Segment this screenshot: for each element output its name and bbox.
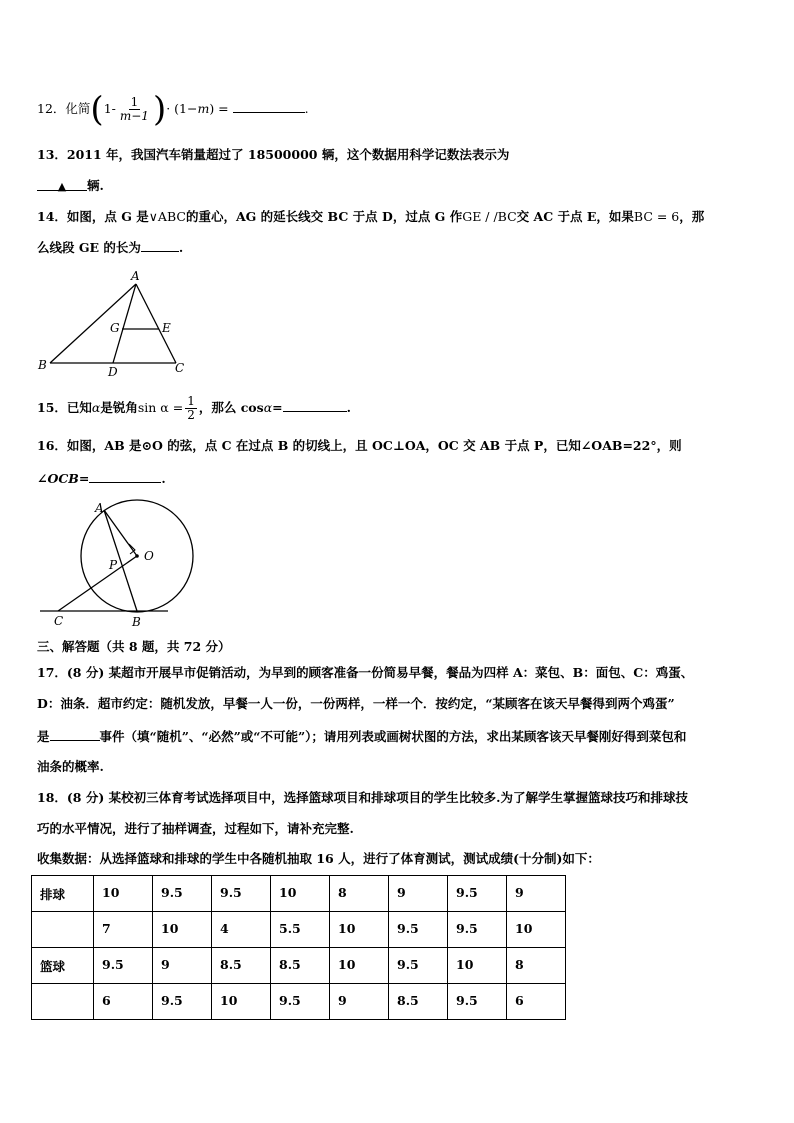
q13-line2 bbox=[37, 177, 104, 195]
table-cell: 8.5 bbox=[389, 984, 448, 1020]
q15-eq: = bbox=[272, 400, 283, 415]
table-cell: 9 bbox=[153, 948, 212, 984]
table-row bbox=[32, 912, 566, 948]
q12-m: m bbox=[197, 101, 210, 116]
q15-a: 15．已知 bbox=[37, 400, 92, 415]
q14-label-b: B bbox=[38, 358, 47, 372]
table-cell: 7 bbox=[94, 912, 153, 948]
q15-frac-den: 2 bbox=[187, 408, 195, 422]
q18-line1: 18．(8 分) 某校初三体育考试选择项目中，选择篮球项目和排球项目的学生比较多.为了解学生掌握篮球技巧和排球技 bbox=[37, 790, 688, 805]
q16-angle: ∠OCB= bbox=[37, 471, 90, 486]
q14-bc6: BC = 6 bbox=[633, 209, 680, 224]
q16-circle-figure bbox=[34, 498, 204, 630]
table-cell: 10 bbox=[330, 912, 389, 948]
q16-line2 bbox=[37, 469, 166, 488]
table-cell: 10 bbox=[153, 912, 212, 948]
q14-label-e: E bbox=[162, 321, 171, 335]
q14-line1 bbox=[37, 208, 704, 226]
q17-line3-a: 是 bbox=[37, 729, 50, 744]
q17-line2: D：油条．超市约定：随机发放，早餐一人一份，一份两样，一样一个．按约定，“某顾客在该天早餐得到两个鸡蛋” bbox=[37, 696, 675, 711]
table-cell: 9.5 bbox=[448, 984, 507, 1020]
q12-answer-blank[interactable] bbox=[233, 99, 305, 113]
q14-line2-text: 么线段 GE 的长为 bbox=[37, 240, 141, 255]
q14-ge-bc: GE / /BC bbox=[462, 209, 517, 224]
q16-label-a: A bbox=[95, 501, 104, 515]
q17-line4: 油条的概率. bbox=[37, 759, 104, 774]
q15-frac-num: 1 bbox=[187, 394, 195, 408]
q16-label-b: B bbox=[132, 615, 141, 629]
table-cell: 10 bbox=[507, 912, 566, 948]
q15-c: ，那么 cos bbox=[198, 400, 264, 415]
table-cell: 9.5 bbox=[448, 912, 507, 948]
table-cell: 10 bbox=[212, 984, 271, 1020]
q12-frac-den: m−1 bbox=[119, 109, 149, 123]
q15-fraction bbox=[185, 395, 197, 422]
q16-label-p: P bbox=[109, 558, 118, 572]
table-cell: 10 bbox=[448, 948, 507, 984]
section3-title: 三、解答题（共 8 题，共 72 分） bbox=[37, 639, 231, 654]
q12-one-minus: 1- bbox=[103, 101, 116, 116]
table-cell: 9.5 bbox=[389, 912, 448, 948]
q16-end: . bbox=[161, 471, 166, 486]
table-cell: 8.5 bbox=[271, 948, 330, 984]
table-cell: 9.5 bbox=[153, 984, 212, 1020]
q14-label-a: A bbox=[131, 269, 140, 283]
q15-answer-blank[interactable] bbox=[283, 398, 347, 412]
q14-end: . bbox=[178, 240, 184, 255]
table-cell: 6 bbox=[507, 984, 566, 1020]
q14-triangle-abc: ∨ABC bbox=[148, 209, 186, 224]
table-cell: 9.5 bbox=[271, 984, 330, 1020]
q16-label-c: C bbox=[54, 614, 64, 628]
table-cell: 8 bbox=[330, 876, 389, 912]
table-cell: 9 bbox=[507, 876, 566, 912]
table-cell: 篮球 bbox=[32, 948, 94, 984]
q15-sin: sin α = bbox=[137, 400, 184, 415]
table-cell: 10 bbox=[330, 948, 389, 984]
q14-label-g: G bbox=[110, 321, 120, 335]
table-cell: 排球 bbox=[32, 876, 94, 912]
q17-answer-blank[interactable] bbox=[50, 727, 100, 741]
q16-answer-blank[interactable] bbox=[89, 469, 161, 483]
q15-b: 是锐角 bbox=[100, 400, 138, 415]
table-cell: 9.5 bbox=[94, 948, 153, 984]
q12-end: . bbox=[304, 101, 309, 116]
q14-label-d: D bbox=[108, 365, 118, 379]
q14-text-c: 交 AC 于点 E，如果 bbox=[516, 209, 634, 224]
q12-dot-expr: · (1− bbox=[166, 101, 198, 116]
q16-label-o: O bbox=[144, 549, 154, 563]
table-cell bbox=[32, 912, 94, 948]
table-cell: 6 bbox=[94, 984, 153, 1020]
q12-close: ) = bbox=[209, 101, 229, 116]
q15-alpha2: α bbox=[263, 400, 273, 415]
table-cell: 9 bbox=[389, 876, 448, 912]
q14-text-b: 的重心，AG 的延长线交 BC 于点 D，过点 G 作 bbox=[185, 209, 463, 224]
table-row bbox=[32, 876, 566, 912]
table-cell: 4 bbox=[212, 912, 271, 948]
left-paren: ( bbox=[90, 89, 104, 130]
table-cell: 8 bbox=[507, 948, 566, 984]
table-cell: 8.5 bbox=[212, 948, 271, 984]
q12-text: 12． bbox=[37, 101, 66, 116]
q14-answer-blank[interactable] bbox=[141, 238, 179, 252]
table-cell: 9.5 bbox=[212, 876, 271, 912]
q16-line1: 16．如图，AB 是⊙O 的弦，点 C 在过点 B 的切线上，且 OC⊥OA，OC 交 AB 于点 P，已知∠OAB=22°，则 bbox=[37, 438, 682, 453]
table-cell: 10 bbox=[271, 876, 330, 912]
table-cell: 9.5 bbox=[389, 948, 448, 984]
q13-line1: 13．2011 年，我国汽车销量超过了 18500000 辆，这个数据用科学记数法表示为 bbox=[37, 147, 510, 162]
scores-table bbox=[31, 875, 566, 1020]
q12-frac-num: 1 bbox=[130, 95, 139, 109]
q17-line3-b: 事件（填“随机”、“必然”或“不可能”）；请用列表或画树状图的方法，求出某顾客该天早餐刚好得到菜包和 bbox=[99, 729, 687, 744]
table-cell: 5.5 bbox=[271, 912, 330, 948]
table-cell bbox=[32, 984, 94, 1020]
table-cell: 9.5 bbox=[448, 876, 507, 912]
q14-triangle-figure bbox=[34, 268, 194, 380]
table-cell: 9 bbox=[330, 984, 389, 1020]
table-cell: 9.5 bbox=[153, 876, 212, 912]
q13-triangle: ▲ bbox=[57, 180, 67, 193]
table-cell: 10 bbox=[94, 876, 153, 912]
q12-text-label: 化简 bbox=[65, 101, 91, 116]
q13-unit: 辆. bbox=[87, 178, 104, 193]
q14-text-d: ，那 bbox=[679, 209, 705, 224]
q12-line bbox=[37, 89, 309, 130]
q12-fraction bbox=[118, 96, 151, 123]
q14-line2 bbox=[37, 238, 183, 257]
q17-line3 bbox=[37, 727, 686, 746]
q14-label-c: C bbox=[175, 361, 185, 375]
q15-line bbox=[37, 393, 351, 423]
q14-text-a: 14．如图，点 G 是 bbox=[37, 209, 149, 224]
q17-line1: 17．(8 分) 某超市开展早市促销活动，为早到的顾客准备一份简易早餐，餐品为四样 A：菜包、B：面包、C：鸡蛋、 bbox=[37, 665, 694, 680]
right-paren: ) bbox=[152, 89, 167, 130]
q18-line3: 收集数据：从选择篮球和排球的学生中各随机抽取 16 人，进行了体育测试，测试成绩(十分制)如下： bbox=[37, 851, 600, 866]
q15-end: . bbox=[346, 400, 351, 415]
q18-line2: 巧的水平情况，进行了抽样调查，过程如下，请补充完整. bbox=[37, 821, 354, 836]
table-row bbox=[32, 984, 566, 1020]
q15-alpha: α bbox=[91, 400, 101, 415]
q13-answer-blank[interactable] bbox=[37, 177, 87, 191]
table-row bbox=[32, 948, 566, 984]
